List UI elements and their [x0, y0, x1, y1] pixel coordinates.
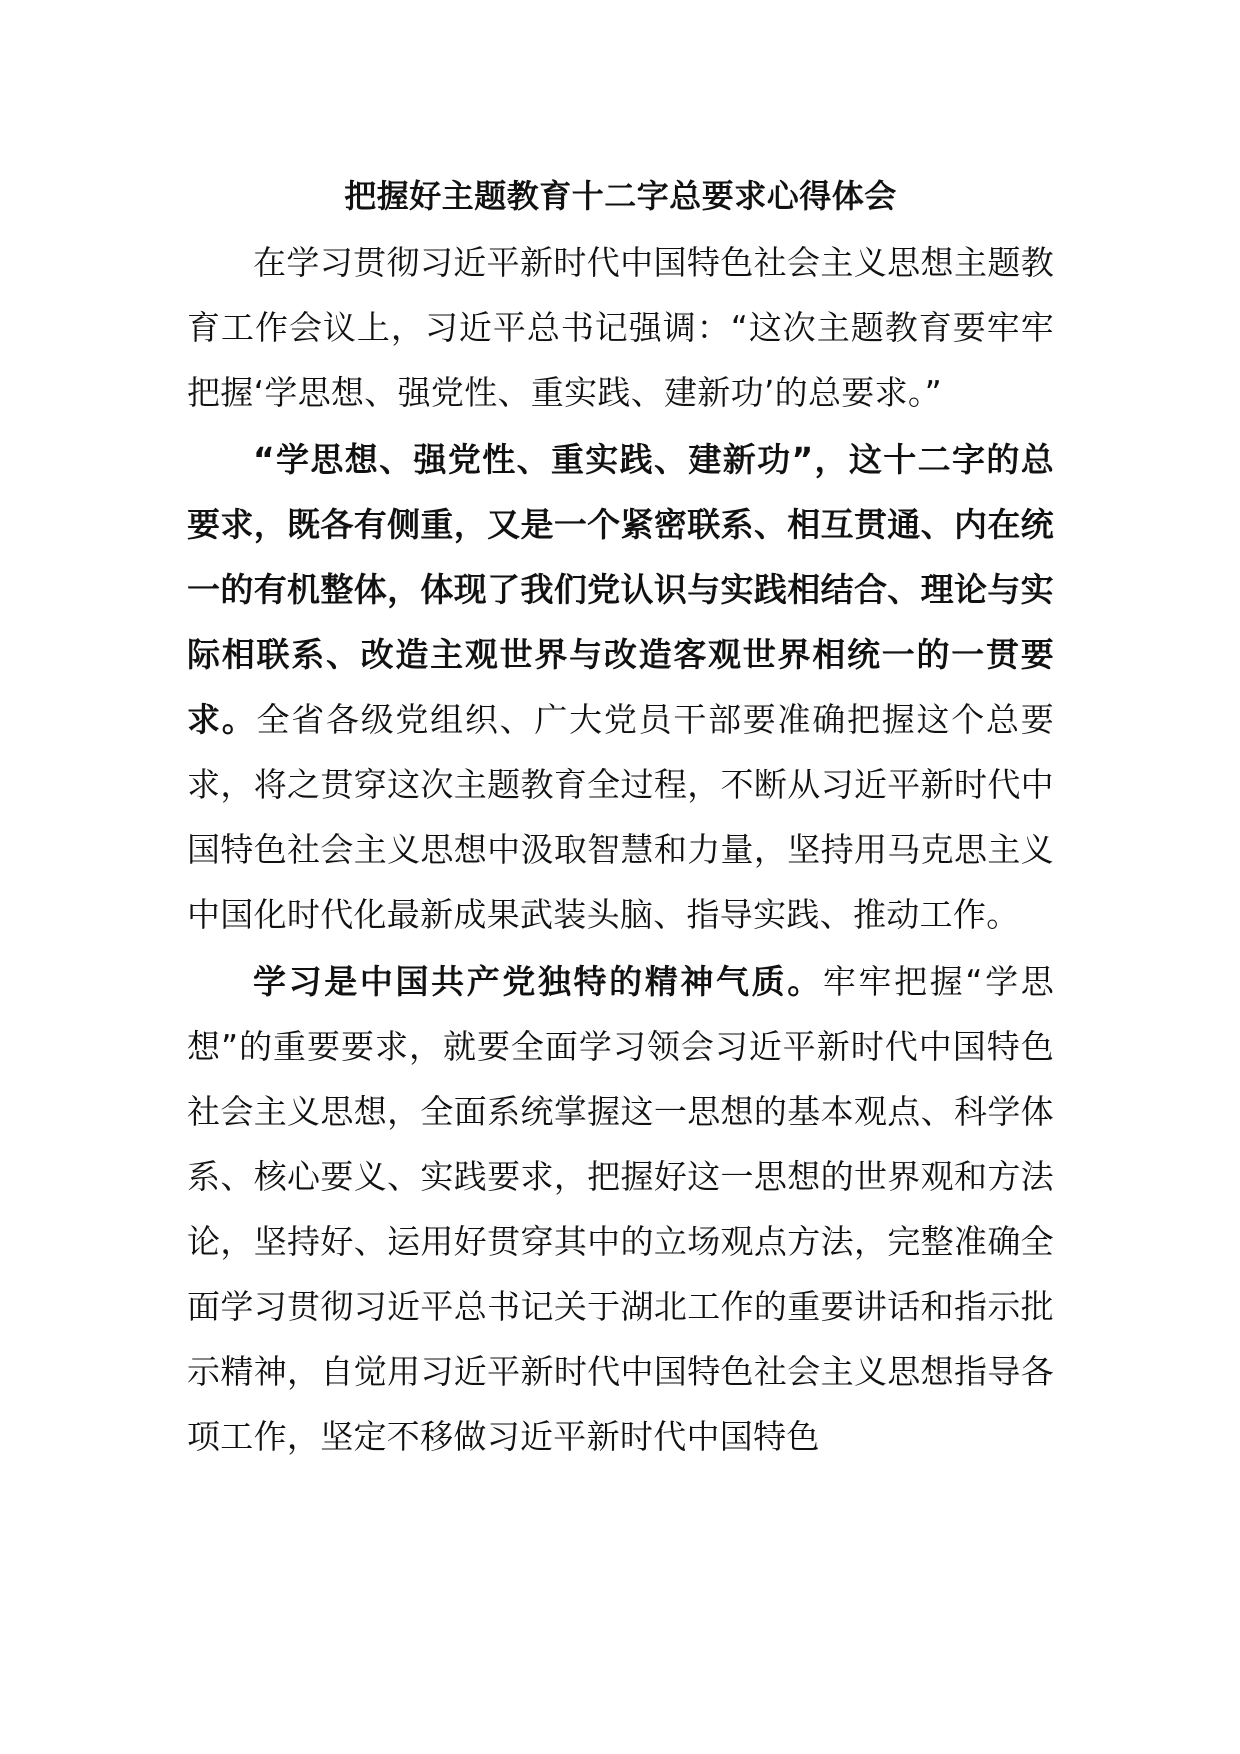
paragraph-2-text: 全省各级党组织、广大党员干部要准确把握这个总要求，将之贯穿这次主题教育全过程，不断从习近平新时代中国特色社会主义思想中汲取智慧和力量，坚持用马克思主义中国化时代化最新成果武装头脑、指导实践、推动工作。: [187, 700, 1054, 934]
paragraph-2-lead: “学思想、强党性、重实践、建新功”，这十二字的总要求，既各有侧重，又是一个紧密联系、相互贯通、内在统一的有机整体，体现了我们党认识与实践相结合、理论与实际相联系、改造主观世界与改造客观世界相统一的一贯要求。: [187, 440, 1054, 739]
paragraph-3-lead: 学习是中国共产党独特的精神气质。: [253, 962, 823, 1001]
paragraph-2: [187, 427, 1054, 947]
document-body: [187, 168, 1054, 1469]
paragraph-1: [187, 230, 1054, 425]
paragraph-3: [187, 949, 1054, 1469]
document-title: 把握好主题教育十二字总要求心得体会: [344, 177, 897, 215]
paragraph-3-text: 牢牢把握“学思想”的重要要求，就要全面学习领会习近平新时代中国特色社会主义思想，全面系统掌握这一思想的基本观点、科学体系、核心要义、实践要求，把握好这一思想的世界观和方法论，坚持好、运用好贯穿其中的立场观点方法，完整准确全面学习贯彻习近平总书记关于湖北工作的重要讲话和指示批示精神，自觉用习近平新时代中国特色社会主义思想指导各项工作，坚定不移做习近平新时代中国特色: [187, 962, 1054, 1456]
paragraph-1-text: 在学习贯彻习近平新时代中国特色社会主义思想主题教育工作会议上，习近平总书记强调：“这次主题教育要牢牢把握‘学思想、强党性、重实践、建新功’的总要求。”: [187, 243, 1054, 412]
